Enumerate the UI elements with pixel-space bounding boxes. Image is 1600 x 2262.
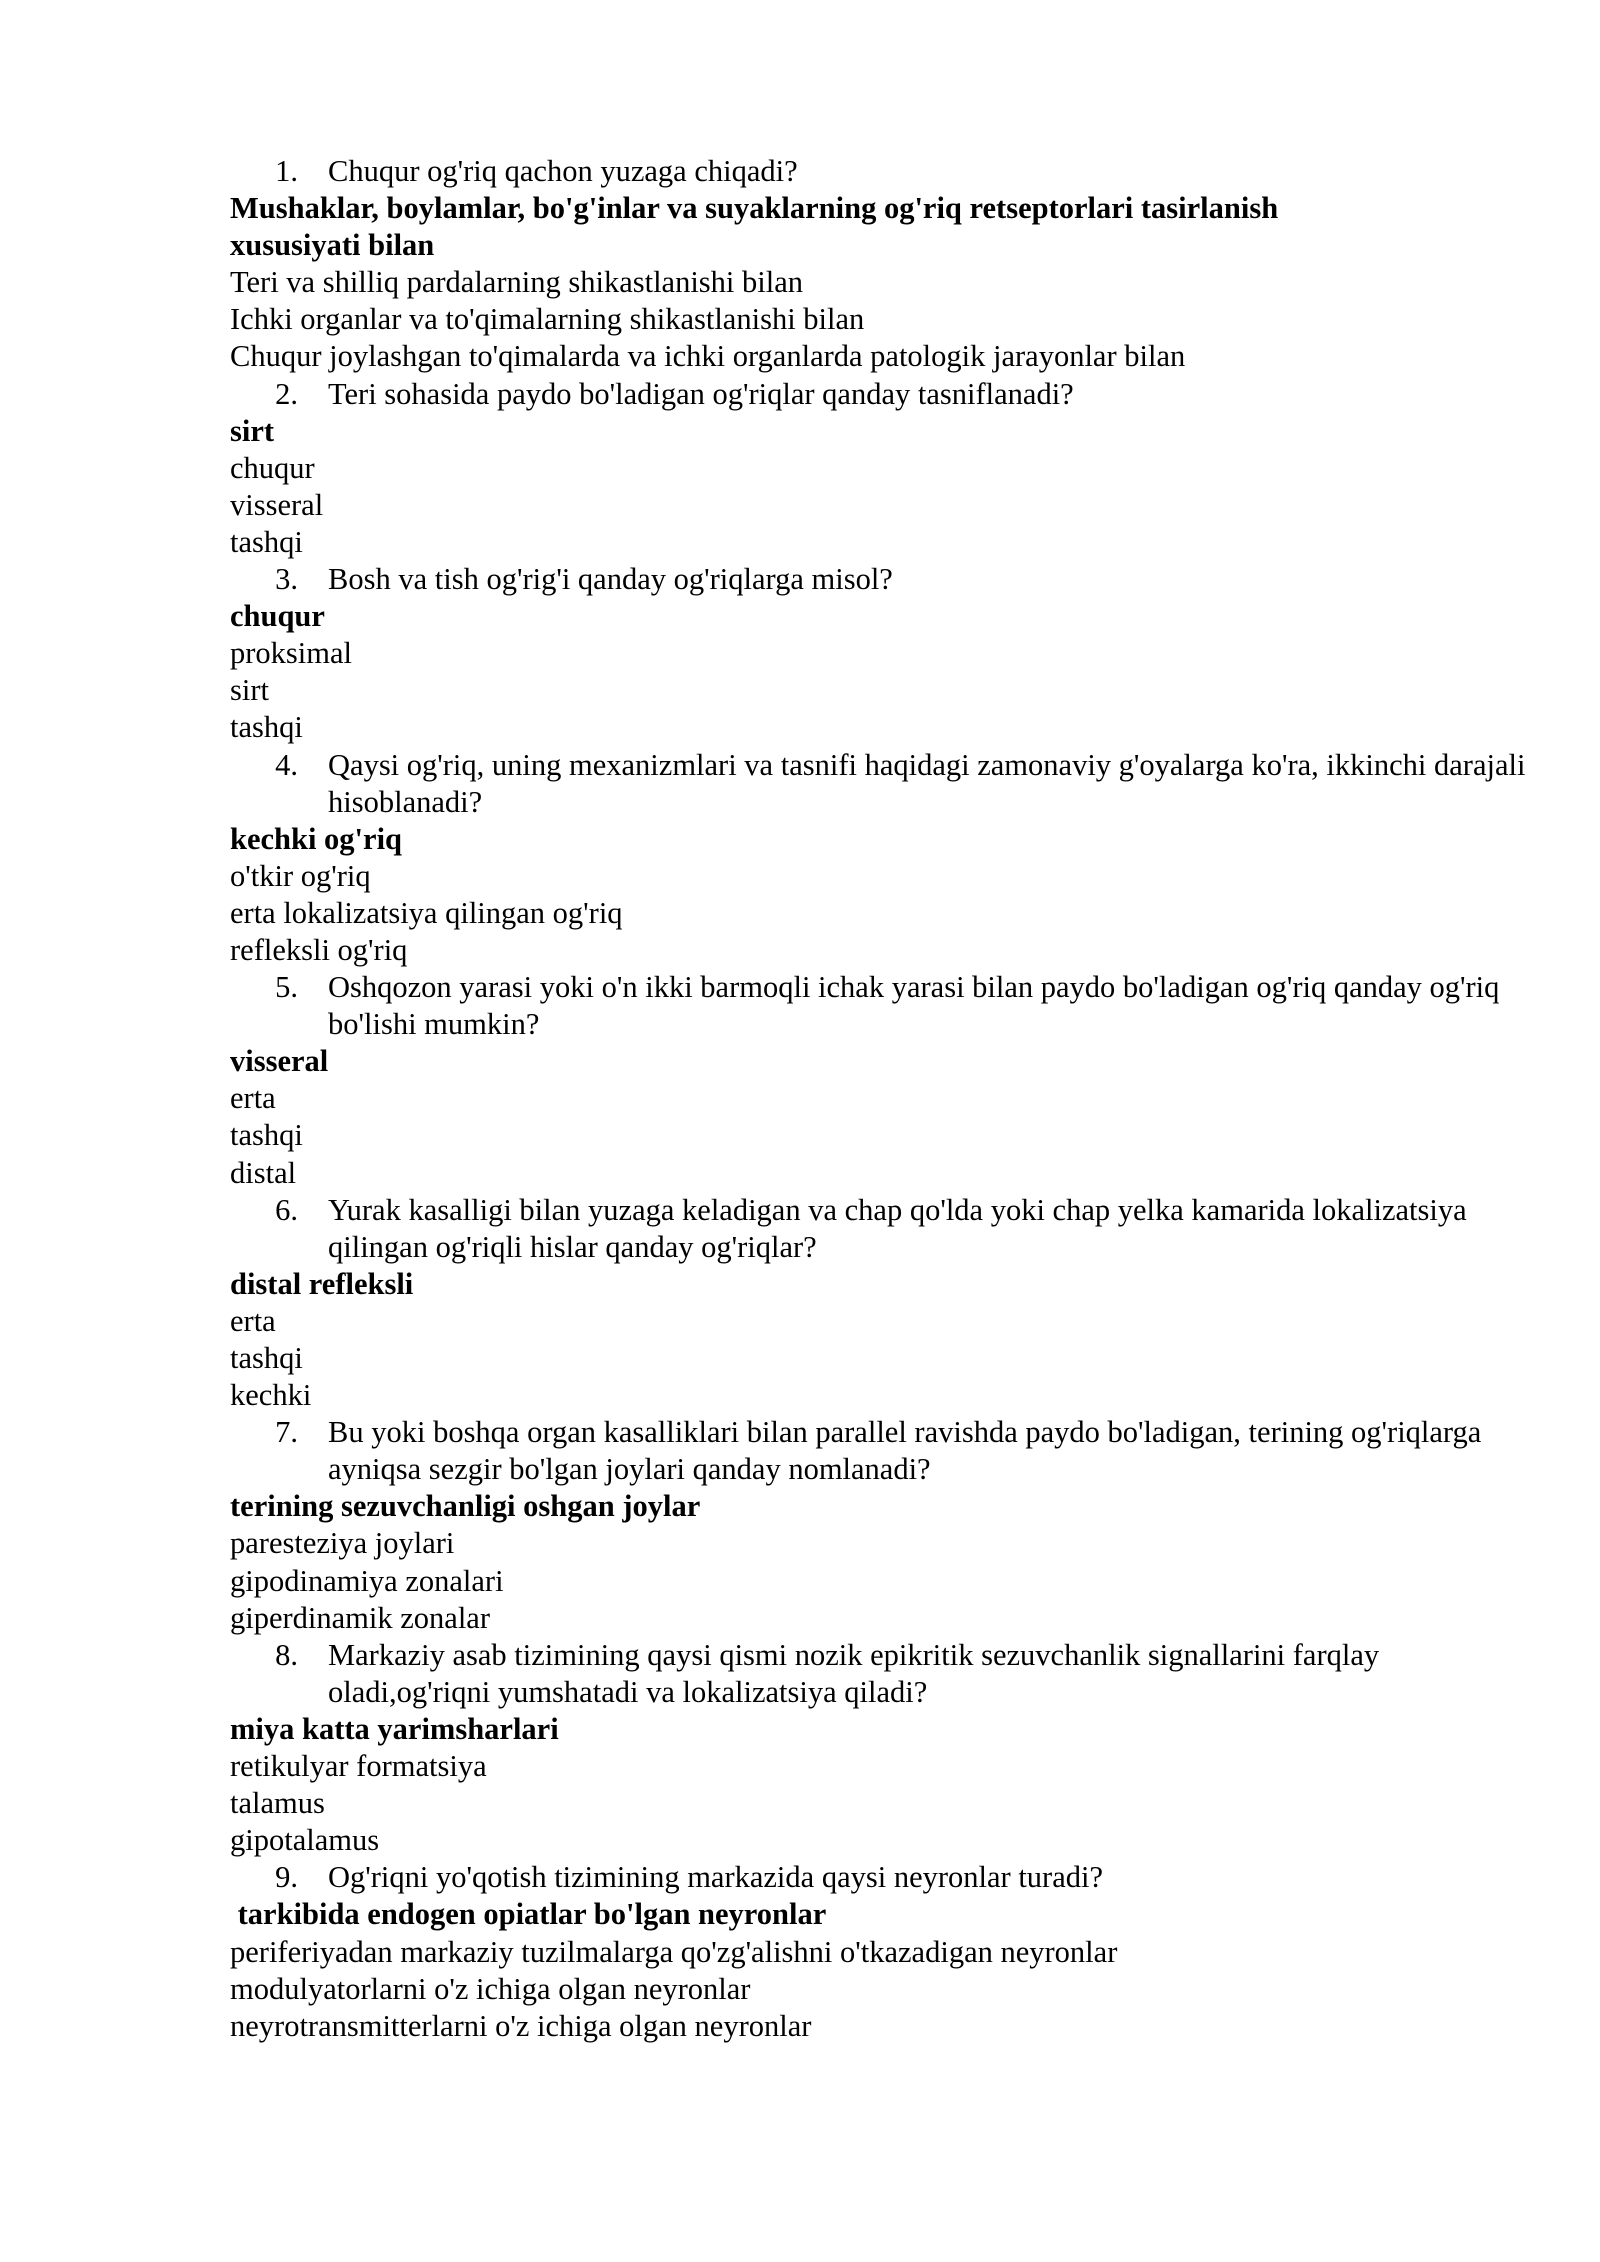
answer-option-correct: miya katta yarimsharlari [230,1711,559,1746]
answer-option-correct: terining sezuvchanligi oshgan joylar [230,1489,701,1524]
answer-option: sirt [230,673,269,708]
question-number: 3. [275,562,298,597]
question-text: Yurak kasalligi bilan yuzaga keladigan va chap qo'lda yoki chap yelka kamarida lokalizatsiya qilingan og'riqli hislar qanday og'riqlar? [328,1192,1467,1264]
question-text: Oshqozon yarasi yoki o'n ikki barmoqli ichak yarasi bilan paydo bo'ladigan og'riq qanday og'riq bo'lishi mumkin? [328,970,1500,1042]
question-number: 7. [275,1415,298,1450]
answer-option-correct: sirt [230,413,275,448]
answer-option: Chuqur joylashgan to'qimalarda va ichki organlarda patologik jarayonlar bilan [230,339,1186,374]
question-block [230,747,1530,970]
answer-option: periferiyadan markaziy tuzilmalarga qo'zg'alishni o'tkazadigan neyronlar [230,1934,1118,1969]
answer-option: neyrotransmitterlarni o'z ichiga olgan neyronlar [230,2008,812,2043]
question-block [230,561,1530,746]
answer-option: erta [230,1081,276,1116]
question-text: Bu yoki boshqa organ kasalliklari bilan parallel ravishda paydo bo'ladigan, terining og'riqlarga ayniqsa sezgir bo'lgan joylari qanday nomlanadi? [328,1415,1482,1487]
answer-option-correct: distal refleksli [230,1266,414,1301]
question-number: 1. [275,154,298,188]
question-text: Markaziy asab tizimining qaysi qismi nozik epikritik sezuvchanlik signallarini farqlay oladi,og'riqni yumshatadi va lokalizatsiya qiladi? [328,1637,1380,1709]
question-number: 6. [275,1192,298,1227]
question [230,1414,1530,1488]
answer-option-correct: kechki og'riq [230,821,403,856]
answer-option: distal [230,1155,297,1190]
answer-option: gipodinamiya zonalari [230,1563,504,1598]
question-number: 5. [275,970,298,1005]
answer-option-correct: visseral [230,1044,329,1079]
answer-option: Teri va shilliq pardalarning shikastlanishi bilan [230,265,804,300]
question [230,153,1530,190]
question-text: Bosh va tish og'rig'i qanday og'riqlarga misol? [328,562,893,597]
question-text: Chuqur og'riq qachon yuzaga chiqadi? [328,154,798,188]
answer-option-correct: Mushaklar, boylamlar, bo'g'inlar va suyaklarning og'riq retseptorlari tasirlanish xususiyati bilan [230,191,1279,263]
answer-option: tashqi [230,710,303,745]
question-number: 2. [275,376,298,411]
answer-option: kechki [230,1378,312,1413]
question [230,969,1530,1043]
question-block [230,1414,1530,1637]
question-number: 4. [275,747,298,782]
answer-option-correct: tarkibida endogen opiatlar bo'lgan neyronlar [230,1897,827,1932]
question-block [230,1859,1530,2044]
question-number: 9. [275,1860,298,1895]
question [230,561,1530,598]
question-text: Qaysi og'riq, uning mexanizmlari va tasnifi haqidagi zamonaviy g'oyalarga ko'ra, ikkinchi darajali hisoblanadi? [328,747,1526,819]
answer-option-correct: chuqur [230,599,325,634]
question-block [230,376,1530,561]
question-block [230,1192,1530,1415]
question [230,747,1530,821]
answer-option: refleksli og'riq [230,932,408,967]
answer-option: proksimal [230,636,352,671]
answer-option: tashqi [230,524,303,559]
question-text: Teri sohasida paydo bo'ladigan og'riqlar qanday tasniflanadi? [328,376,1074,411]
question [230,1637,1530,1711]
question-list [230,153,1530,2045]
question-block [230,1637,1530,1860]
question [230,1859,1530,1896]
answer-option: visseral [230,487,324,522]
answer-option: paresteziya joylari [230,1526,455,1561]
question-block [230,153,1530,376]
answer-option: retikulyar formatsiya [230,1749,487,1784]
question-block [230,969,1530,1192]
answer-option: erta [230,1303,276,1338]
answer-option: erta lokalizatsiya qilingan og'riq [230,895,623,930]
answer-option: Ichki organlar va to'qimalarning shikastlanishi bilan [230,302,865,337]
answer-option: tashqi [230,1341,303,1375]
question [230,376,1530,413]
answer-option: gipotalamus [230,1823,380,1858]
answer-option: o'tkir og'riq [230,858,371,893]
answer-option: modulyatorlarni o'z ichiga olgan neyronlar [230,1971,751,2006]
question-number: 8. [275,1637,298,1672]
answer-option: chuqur [230,450,315,485]
answer-option: giperdinamik zonalar [230,1600,490,1635]
question-text: Og'riqni yo'qotish tizimining markazida qaysi neyronlar turadi? [328,1860,1103,1895]
question [230,1192,1530,1266]
answer-option: talamus [230,1786,325,1821]
answer-option: tashqi [230,1118,303,1153]
